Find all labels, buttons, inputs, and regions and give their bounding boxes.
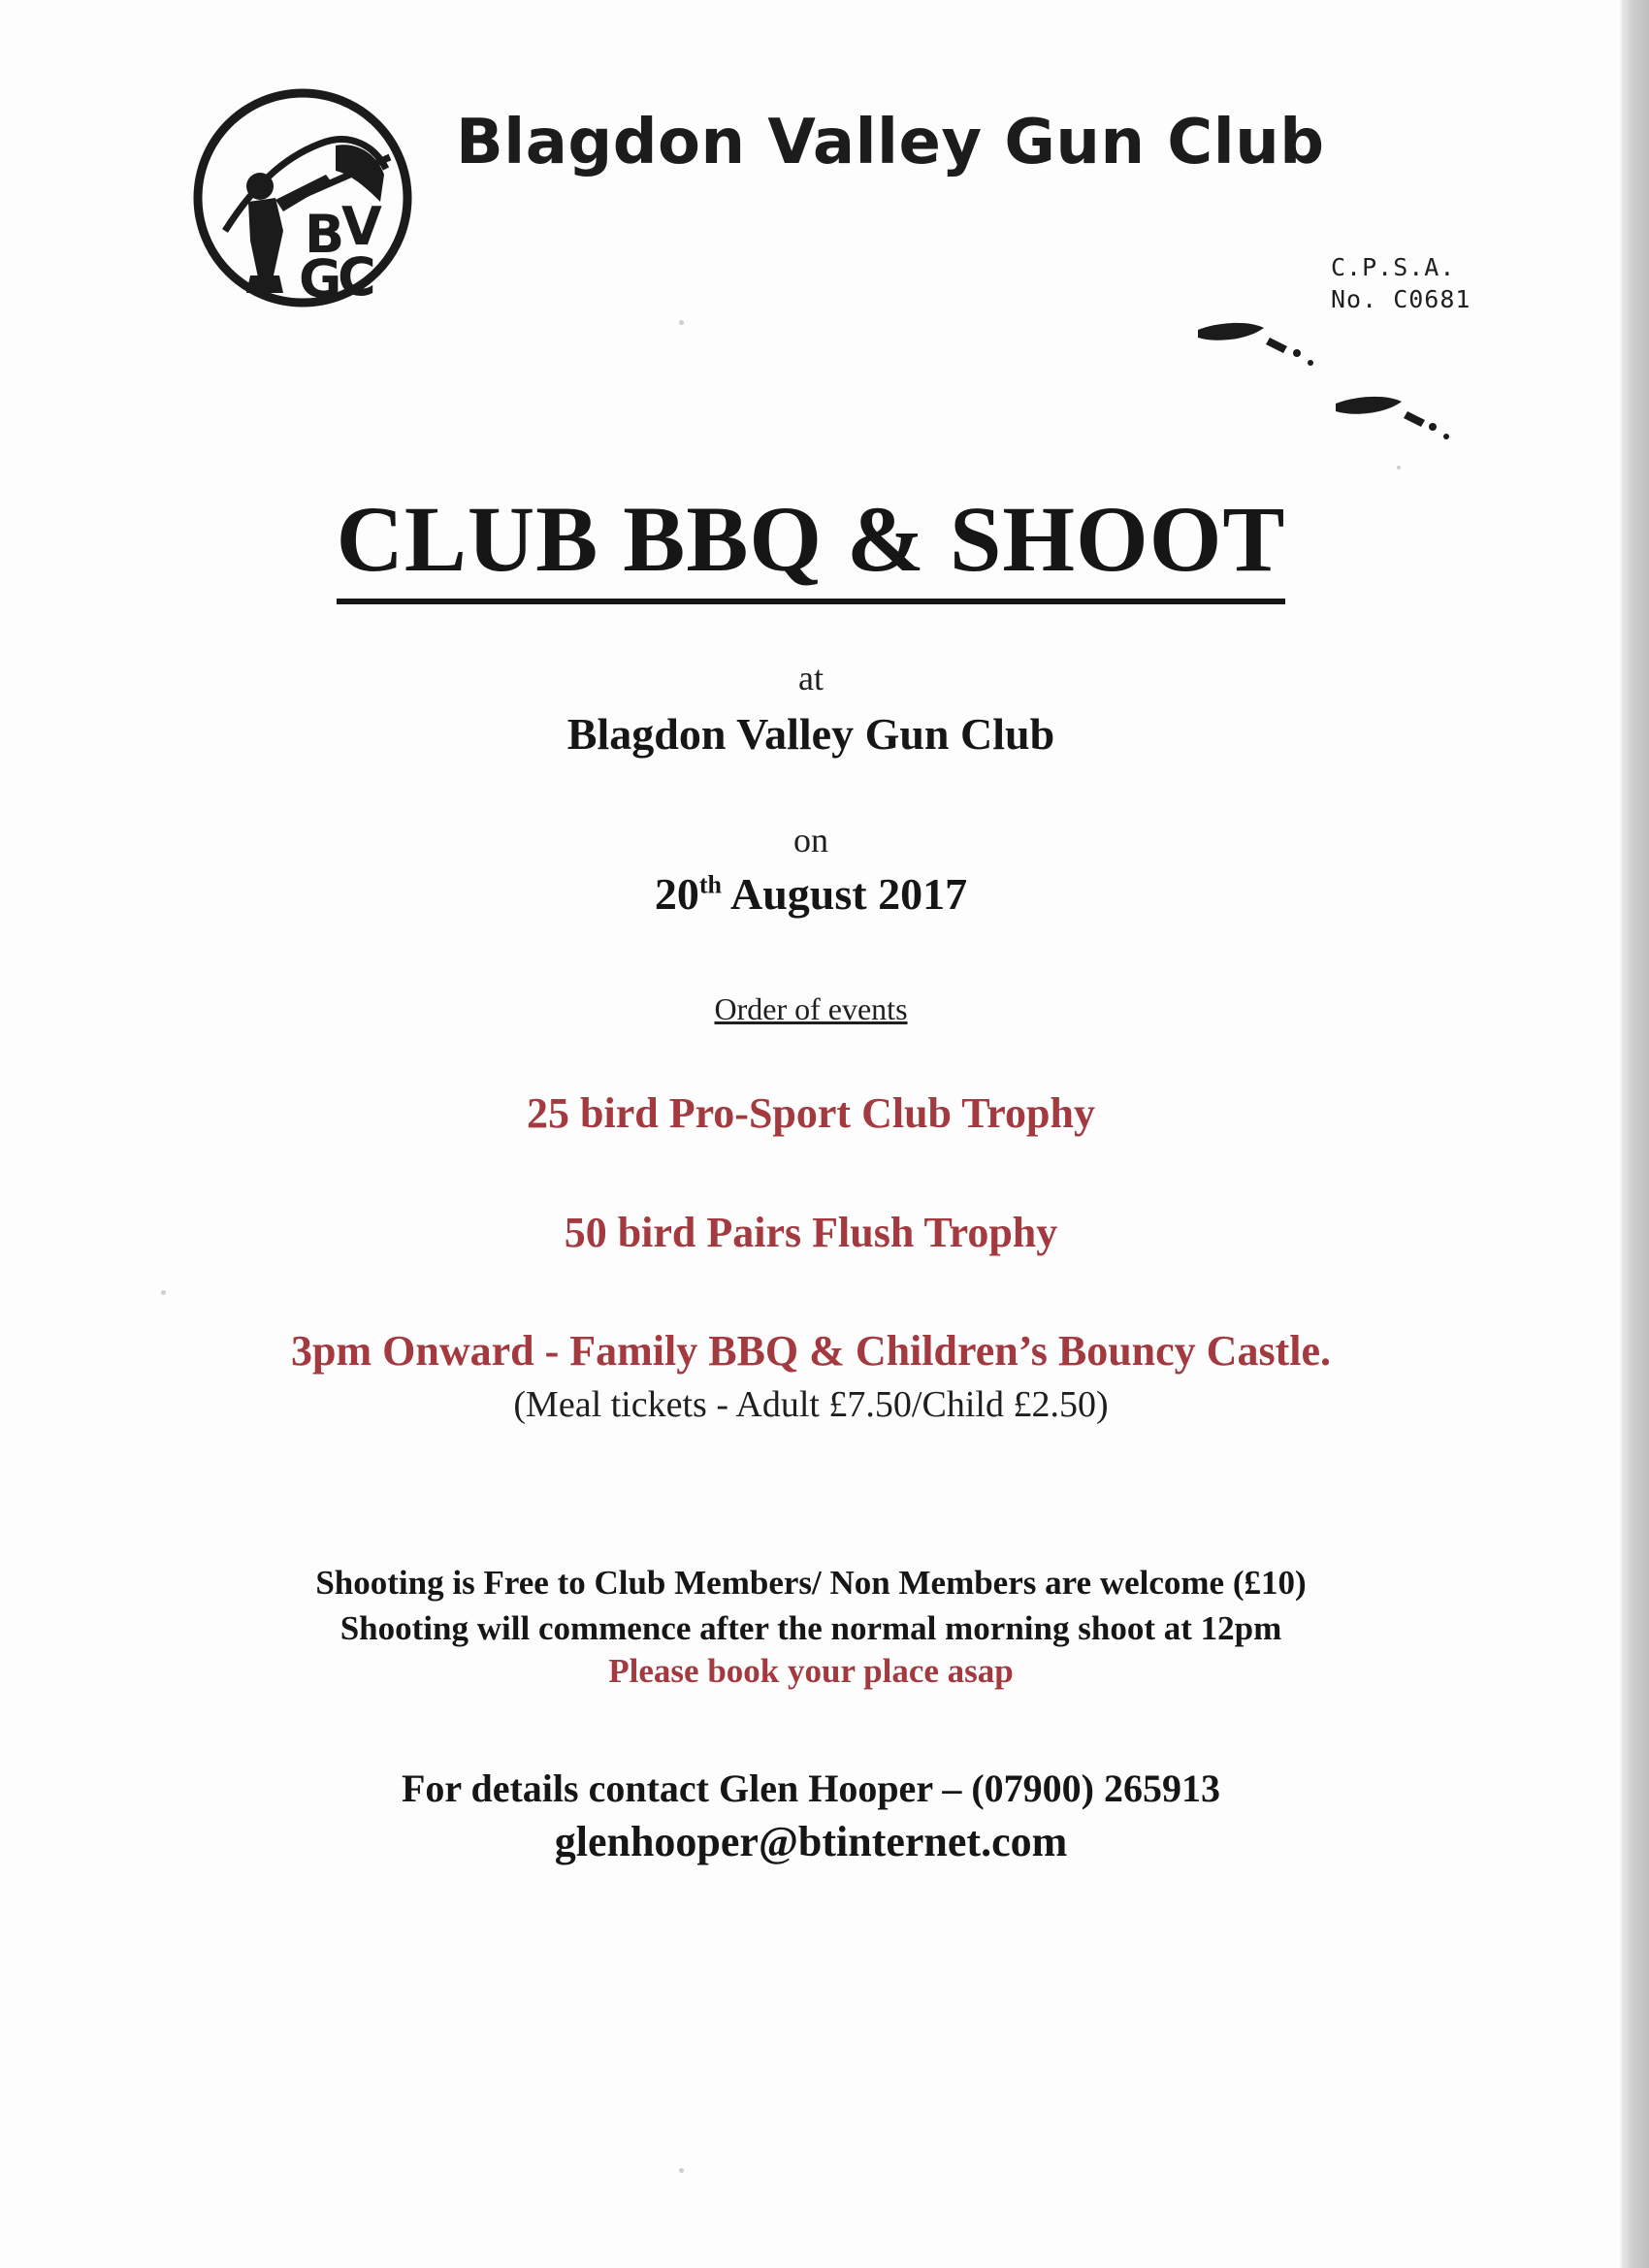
date-block (0, 820, 1622, 920)
svg-text:V: V (341, 196, 382, 257)
at-label: at (798, 659, 824, 697)
event-label: 3pm Onward - Family BBQ & Children’s Bouncy Castle. (291, 1327, 1331, 1375)
svg-text:G: G (299, 248, 342, 309)
venue-block (0, 658, 1622, 760)
cpsa-registration (1331, 252, 1471, 315)
event-item-2 (0, 1208, 1622, 1257)
letterhead (0, 78, 1622, 359)
date-rest: August 2017 (722, 869, 968, 919)
cpsa-label: C.P.S.A. (1331, 253, 1456, 281)
club-logo-icon (190, 85, 415, 310)
page-title (0, 485, 1622, 593)
booking-call-to-action: Please book your place asap (608, 1651, 1014, 1690)
date-day: 20 (654, 869, 699, 919)
cpsa-number: No. C0681 (1331, 285, 1471, 314)
scan-speck (161, 1290, 166, 1295)
svg-text:C: C (338, 246, 376, 308)
event-item-1 (0, 1088, 1622, 1138)
notice-line-2: Shooting will commence after the normal morning shoot at 12pm (340, 1609, 1282, 1648)
club-name-heading: Blagdon Valley Gun Club (456, 107, 1325, 178)
contact-email[interactable]: glenhooper@btinternet.com (554, 1818, 1068, 1865)
page-title-text: CLUB BBQ & SHOOT (337, 487, 1286, 604)
event-date (0, 868, 1622, 920)
contact-block (0, 1766, 1622, 1866)
notice-line-1: Shooting is Free to Club Members/ Non Members are welcome (£10) (315, 1564, 1307, 1602)
order-of-events-label (0, 991, 1622, 1027)
event-label: 25 bird Pro-Sport Club Trophy (527, 1089, 1095, 1137)
venue-name: Blagdon Valley Gun Club (566, 709, 1055, 759)
scan-speck (679, 2168, 684, 2173)
clay-targets-icon (1188, 310, 1479, 485)
date-suffix: th (698, 870, 723, 899)
svg-text:B: B (305, 204, 345, 265)
meal-tickets-note: (Meal tickets - Adult £7.50/Child £2.50) (513, 1384, 1109, 1425)
event-item-3 (0, 1324, 1622, 1426)
on-label: on (793, 821, 828, 859)
page-edge-shadow (1622, 0, 1649, 2268)
order-label-text: Order of events (714, 991, 908, 1026)
shooting-notice (0, 1560, 1622, 1691)
event-label: 50 bird Pairs Flush Trophy (564, 1209, 1058, 1256)
contact-line: For details contact Glen Hooper – (07900) 265913 (402, 1766, 1220, 1810)
